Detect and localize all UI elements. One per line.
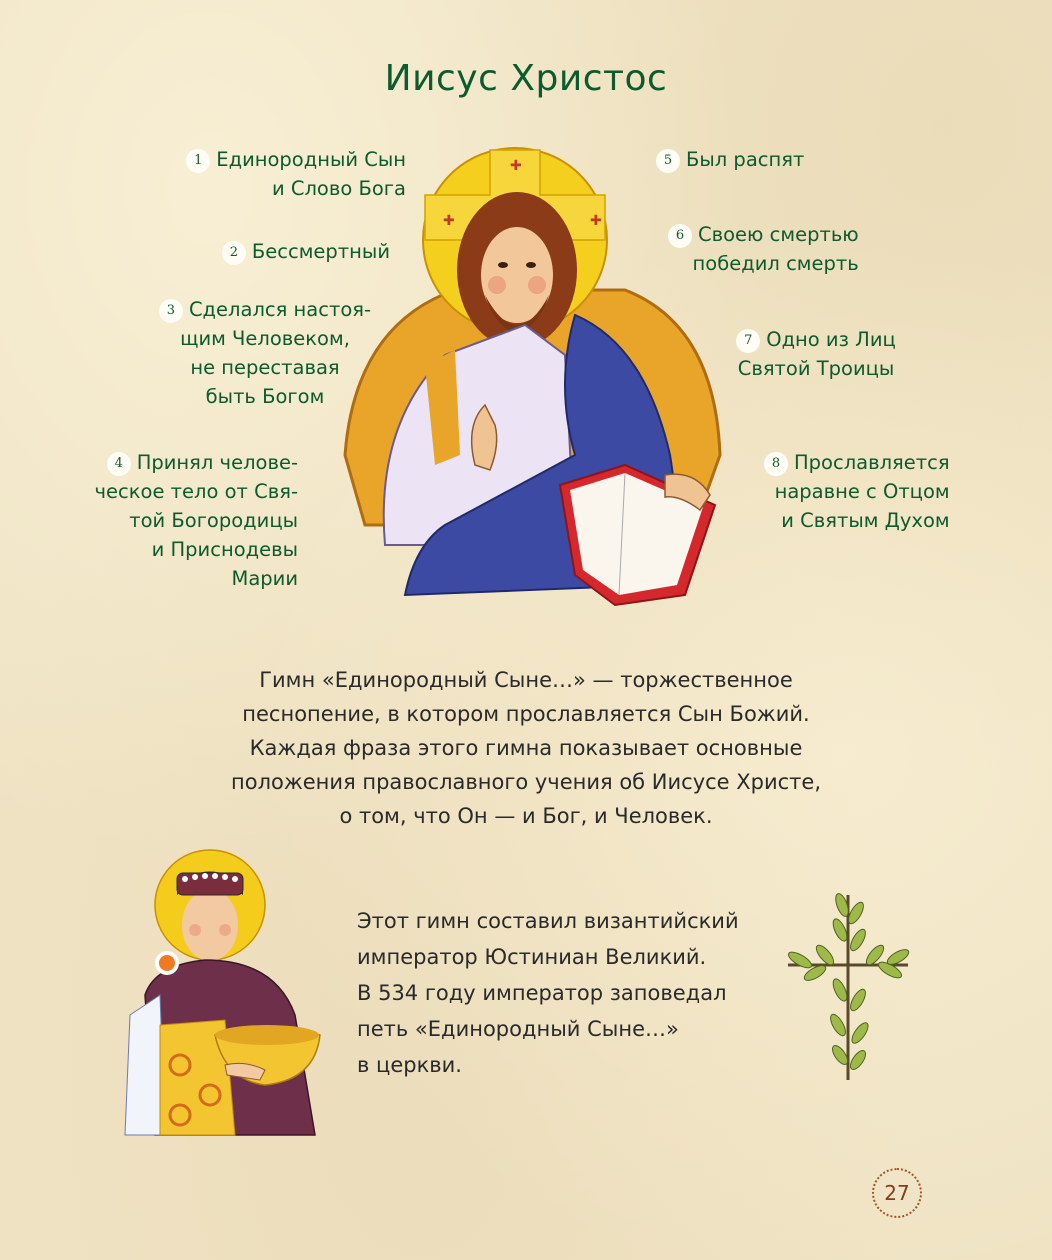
paragraph-line: песнопение, в котором прославляется Сын Божий. [242, 702, 810, 726]
item-text: Прославляется [794, 451, 950, 474]
item-text: и Святым Духом [781, 509, 950, 532]
item-text: той Богородицы [129, 509, 298, 532]
paragraph-line: В 534 году император заповедал [357, 981, 727, 1005]
number-badge: 1 [186, 149, 210, 173]
paragraph-line: положения православного учения об Иисусе Христе, [231, 770, 821, 794]
number-badge: 4 [107, 452, 131, 476]
item-text: Одно из Лиц [766, 328, 896, 351]
item-text: Сделался настоя- [188, 298, 372, 321]
svg-text:✚: ✚ [590, 213, 602, 229]
item-text: ческое тело от Свя- [94, 480, 298, 503]
item-text: и Слово Бога [271, 177, 406, 200]
item-text: Единородный Сын [216, 148, 406, 171]
item-text: наравне с Отцом [774, 480, 950, 503]
paragraph-line: в церкви. [357, 1053, 462, 1077]
item-text: Своею смертью [698, 223, 859, 246]
paragraph-line: император Юстиниан Великий. [357, 945, 707, 969]
item-text: Святой Троицы [737, 357, 895, 380]
item-text: Бессмертный [251, 240, 390, 263]
number-badge: 8 [764, 452, 788, 476]
item-text: Марии [231, 567, 298, 590]
page-number: 27 [872, 1168, 922, 1218]
list-item-7 [716, 325, 916, 383]
number-badge: 5 [656, 149, 680, 173]
christ-pantocrator-icon [325, 125, 735, 625]
emperor-justinian-icon [115, 845, 345, 1145]
paragraph-line: Гимн «Единородный Сыне…» — торжественное [259, 668, 793, 692]
list-item-8 [764, 448, 950, 535]
number-badge: 3 [159, 299, 183, 323]
svg-text:✚: ✚ [510, 158, 522, 174]
item-text: Принял челове- [136, 451, 298, 474]
item-text: не переставая [190, 356, 340, 379]
svg-text:✚: ✚ [443, 213, 455, 229]
item-text: Был распят [686, 148, 805, 171]
number-badge: 7 [736, 329, 760, 353]
item-text: и Приснодевы [151, 538, 298, 561]
item-text: щим Человеком, [180, 327, 350, 350]
number-badge: 2 [222, 241, 246, 265]
item-text: победил смерть [692, 252, 859, 275]
leaf-cross-icon [780, 885, 910, 1085]
list-item-4 [95, 448, 298, 593]
paragraph-line: Каждая фраза этого гимна показывает основные [249, 736, 803, 760]
justinian-description [357, 903, 739, 1083]
paragraph-line: Этот гимн составил византийский [357, 909, 739, 933]
page-title: Иисус Христос [384, 58, 668, 99]
paragraph-line: петь «Единородный Сыне…» [357, 1017, 679, 1041]
item-text: быть Богом [205, 385, 325, 408]
hymn-description [0, 663, 1052, 833]
number-badge: 6 [668, 224, 692, 248]
paragraph-line: о том, что Он — и Бог, и Человек. [339, 804, 713, 828]
